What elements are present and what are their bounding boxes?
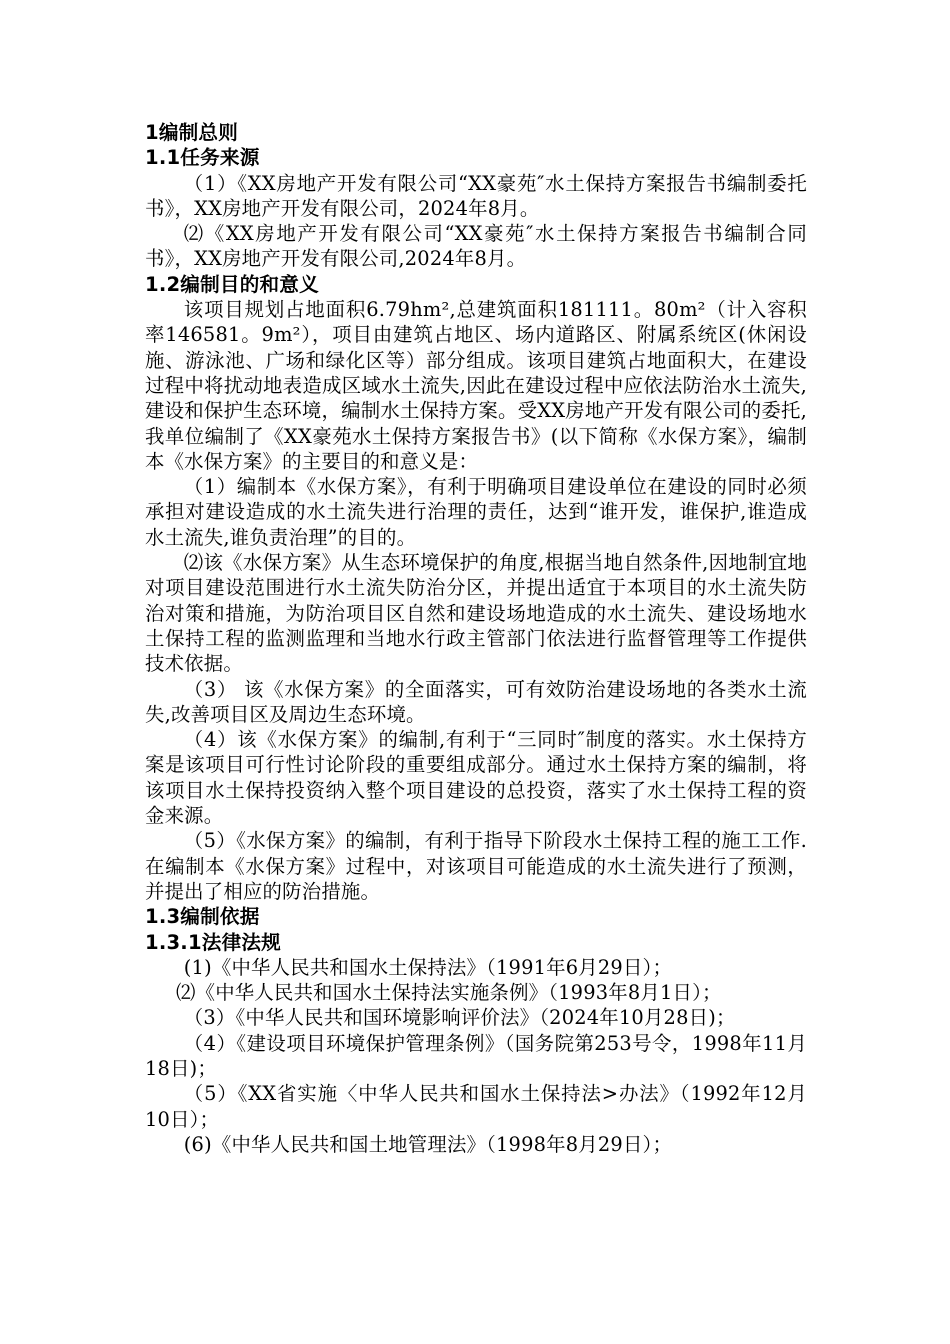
source-item-2: ⑵《XX房地产开发有限公司“XX豪苑″水土保持方案报告书编制合同书》，XX房地产开发有限公司,2024年8月。	[145, 222, 807, 271]
heading-1-2: 1.2编制目的和意义	[145, 272, 319, 296]
purpose-item-5: （5）《水保方案》的编制，有利于指导下阶段水土保持工程的施工工作.在编制本《水保方案》过程中，对该项目可能造成的水土流失进行了预测，并提出了相应的防治措施。	[145, 829, 807, 903]
heading-1-1: 1.1任务来源	[145, 146, 260, 170]
source-item-1: （1）《XX房地产开发有限公司“XX豪苑″水土保持方案报告书编制委托书》，XX房地产开发有限公司，2024年8月。	[145, 171, 807, 220]
law-item-3: （3）《中华人民共和国环境影响评价法》（2024年10月28日)；	[183, 1006, 736, 1030]
purpose-item-4: （4）该《水保方案》的编制,有利于“三同时″制度的落实。水土保持方案是该项目可行性讨论阶段的重要组成部分。通过水土保持方案的编制，将该项目水土保持投资纳入整个项目建设的总投资，落实了水土保持工程的资金来源。	[145, 728, 807, 828]
law-item-2: ⑵《中华人民共和国水土保持法实施条例》（1993年8月1日）；	[176, 981, 722, 1005]
heading-1-3-1: 1.3.1法律法规	[145, 930, 281, 954]
heading-1: 1编制总则	[145, 121, 239, 144]
law-item-4: （4）《建设项目环境保护管理条例》（国务院第253号令，1998年11月18日)；	[145, 1031, 807, 1080]
heading-1-3: 1.3编制依据	[145, 905, 260, 929]
purpose-item-3: （3） 该《水保方案》的全面落实，可有效防治建设场地的各类水土流失,改善项目区及周边生态环境。	[145, 677, 807, 726]
purpose-intro-paragraph: 该项目规划占地面积6.79hm²,总建筑面积181111。80m²（计入容积率146581。9m²），项目由建筑占地区、场内道路区、附属系统区(休闲设施、游泳池、广场和绿化区等）部分组成。该项目建筑占地面积大，在建设过程中将扰动地表造成区域水土流失,因此在建设过程中应依法防治水土流失,建设和保护生态环境，编制水土保持方案。受XX房地产开发有限公司的委托,我单位编制了《XX豪苑水土保持方案报告书》(以下简称《水保方案》，编制本《水保方案》的主要目的和意义是：	[145, 298, 807, 473]
purpose-item-1: （1）编制本《水保方案》，有利于明确项目建设单位在建设的同时必须承担对建设造成的水土流失进行治理的责任，达到“谁开发，谁保护,谁造成水土流失,谁负责治理”的目的。	[145, 475, 807, 549]
law-item-1: (1)《中华人民共和国水土保持法》（1991年6月29日）；	[183, 955, 673, 979]
law-item-5: （5）《XX省实施〈中华人民共和国水土保持法>办法》（1992年12月10日）；	[145, 1082, 807, 1131]
purpose-item-2: ⑵该《水保方案》从生态环境保护的角度,根据当地自然条件,因地制宜地对项目建设范围进行水土流失防治分区，并提出适宜于本项目的水土流失防治对策和措施，为防治项目区自然和建设场地造成的水土流失、建设场地水土保持工程的监测监理和当地水行政主管部门依法进行监督管理等工作提供技术依据。	[145, 551, 807, 676]
document-page	[145, 120, 807, 1157]
law-item-6: (6)《中华人民共和国土地管理法》（1998年8月29日）；	[183, 1132, 673, 1156]
